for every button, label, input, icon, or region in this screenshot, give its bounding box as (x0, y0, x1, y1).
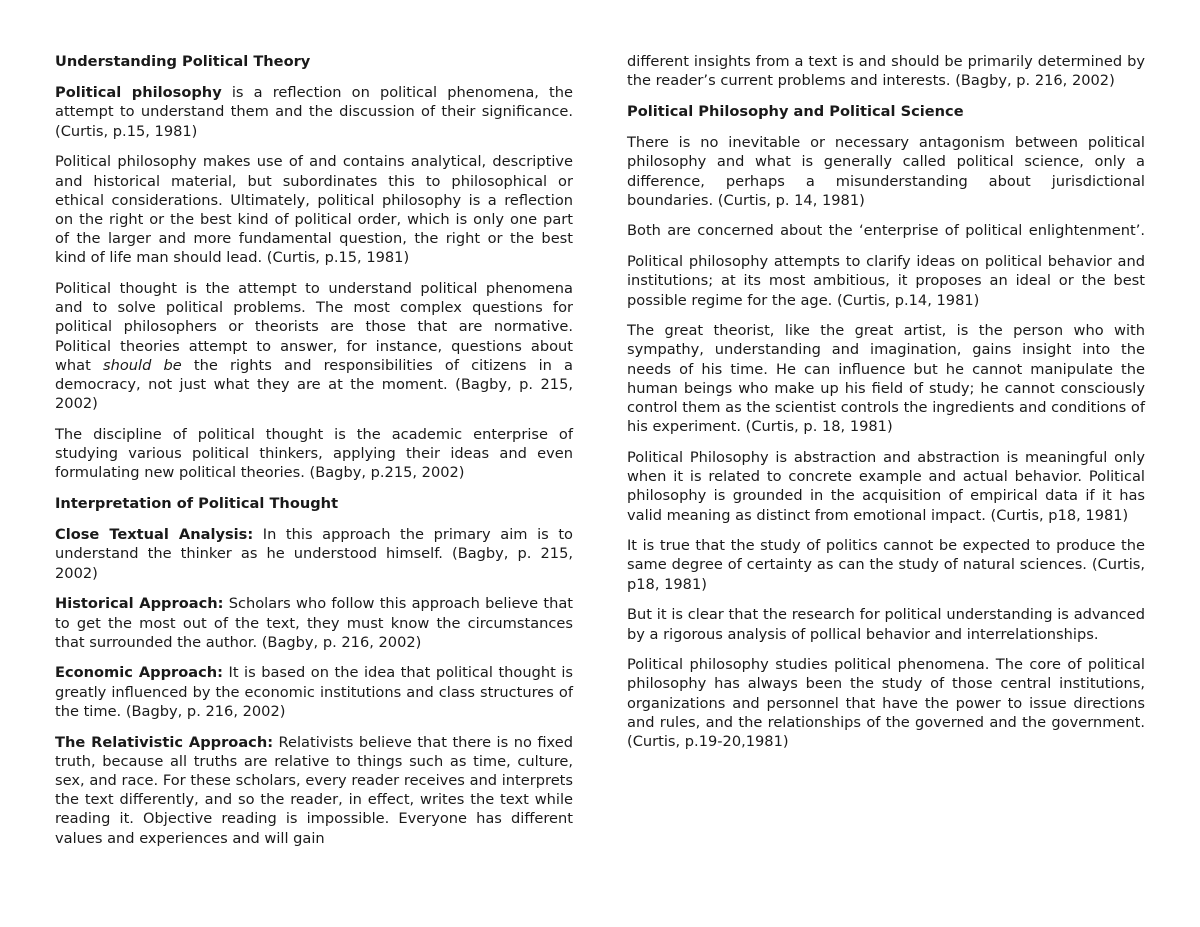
right-column (627, 52, 1145, 763)
paragraph-text: Scholars who follow this approach believe that to get the most out of the text, they must know the circumstances that surrounded the author. (Bagby, p. 216, 2002) (55, 595, 573, 651)
paragraph-relativistic-continued: different insights from a text is and should be primarily determined by the reader’s current problems and interests. (Bagby, p. 216, 2002) (627, 53, 1145, 90)
paragraph-study-of-politics: It is true that the study of politics cannot be expected to produce the same degree of certainty as can the study of natural sciences. (Curtis, p18, 1981) (627, 537, 1145, 593)
paragraph-text: is a reflection on political phenomena, the attempt to understand them and the discussion of their significance. (Curtis, p.15, 1981) (55, 84, 573, 140)
paragraph-rigorous-analysis: But it is clear that the research for political understanding is advanced by a rigorous analysis of pollical behavior and interrelationships. (627, 606, 1145, 643)
heading-political-philosophy-and-political-science: Political Philosophy and Political Science (627, 102, 964, 120)
heading-interpretation-of-political-thought: Interpretation of Political Thought (55, 495, 339, 513)
term-political-philosophy: Political philosophy (55, 84, 222, 102)
paragraph-great-theorist: The great theorist, like the great artist, is the person who with sympathy, understanding and imagination, gains insight into the needs of his time. He can influence but he cannot manipulate the human beings who make up his field of study; he cannot consciously control them as the scientist controls the ingredients and conditions of his experiment. (Curtis, p. 18, 1981) (627, 322, 1145, 436)
paragraph-discipline-of-political-thought: The discipline of political thought is the academic enterprise of studying various political thinkers, applying their ideas and even formulating new political theories. (Bagby, p.215, 2002) (55, 425, 573, 482)
paragraph-core-of-political-philosophy: Political philosophy studies political phenomena. The core of political philosophy has always been the study of those central institutions, organizations and personnel that have the power to issue directions and rules, and the relationships of the governed and the government. (Curtis, p.19-20,1981) (627, 656, 1145, 751)
term-close-textual-analysis: Close Textual Analysis: (55, 526, 254, 544)
paragraph-both-concerned: Both are concerned about the ‘enterprise of political enlightenment’. (627, 222, 1145, 240)
paragraph-text: Relativists believe that there is no fixed truth, because all truths are relative to things such as time, culture, sex, and race. For these scholars, every reader receives and interprets the text differently, and so the reader, in effect, writes the text while reading it. Objective reading is impossible. Everyone has different values and experiences and will gain (55, 733, 573, 847)
paragraph-political-thought (55, 279, 573, 413)
paragraph-text: Political thought is the attempt to understand political phenomena and to solve political problems. The most complex questions for political philosophers or theorists are those that are normative. Political theories attempt to answer, for instance, questions about what (55, 280, 573, 374)
emphasis-should-be: should be (103, 356, 182, 374)
heading-understanding-political-theory: Understanding Political Theory (55, 53, 311, 70)
paragraph-economic-approach (55, 663, 573, 721)
term-economic-approach: Economic Approach: (55, 664, 224, 682)
term-relativistic-approach: The Relativistic Approach: (55, 733, 274, 751)
paragraph-historical-approach (55, 594, 573, 652)
left-column (55, 52, 573, 859)
paragraph-text: the rights and responsibilities of citizens in a democracy, not just what they are at the moment. (Bagby, p. 215, 2002) (55, 356, 574, 413)
paragraph-relativistic-approach (55, 733, 573, 848)
paragraph-text: In this approach the primary aim is to understand the thinker as he understood himself. (Bagby, p. 215, 2002) (55, 526, 573, 582)
term-historical-approach: Historical Approach: (55, 595, 224, 613)
paragraph-political-philosophy-analytical: Political philosophy makes use of and contains analytical, descriptive and historical material, but subordinates this to philosophical or ethical considerations. Ultimately, political philosophy is a reflection on the right or the best kind of political order, which is only one part of the larger and more fundamental question, the right or the best kind of life man should lead. (Curtis, p.15, 1981) (55, 153, 573, 267)
paragraph-clarify-ideas: Political philosophy attempts to clarify ideas on political behavior and institutions; at its most ambitious, it proposes an ideal or the best possible regime for the age. (Curtis, p.14, 1981) (627, 253, 1145, 309)
paragraph-political-philosophy-definition (55, 83, 573, 141)
paragraph-no-antagonism: There is no inevitable or necessary antagonism between political philosophy and what is generally called political science, only a difference, perhaps a misunderstanding about jurisdictional boundaries. (Curtis, p. 14, 1981) (627, 134, 1145, 209)
paragraph-text: It is based on the idea that political thought is greatly influenced by the economic institutions and class structures of the time. (Bagby, p. 216, 2002) (55, 664, 573, 720)
paragraph-close-textual-analysis (55, 525, 573, 583)
paragraph-abstraction: Political Philosophy is abstraction and abstraction is meaningful only when it is related to concrete example and actual behavior. Political philosophy is grounded in the acquisition of empirical data if it has valid meaning as distinct from emotional impact. (Curtis, p18, 1981) (627, 448, 1145, 524)
